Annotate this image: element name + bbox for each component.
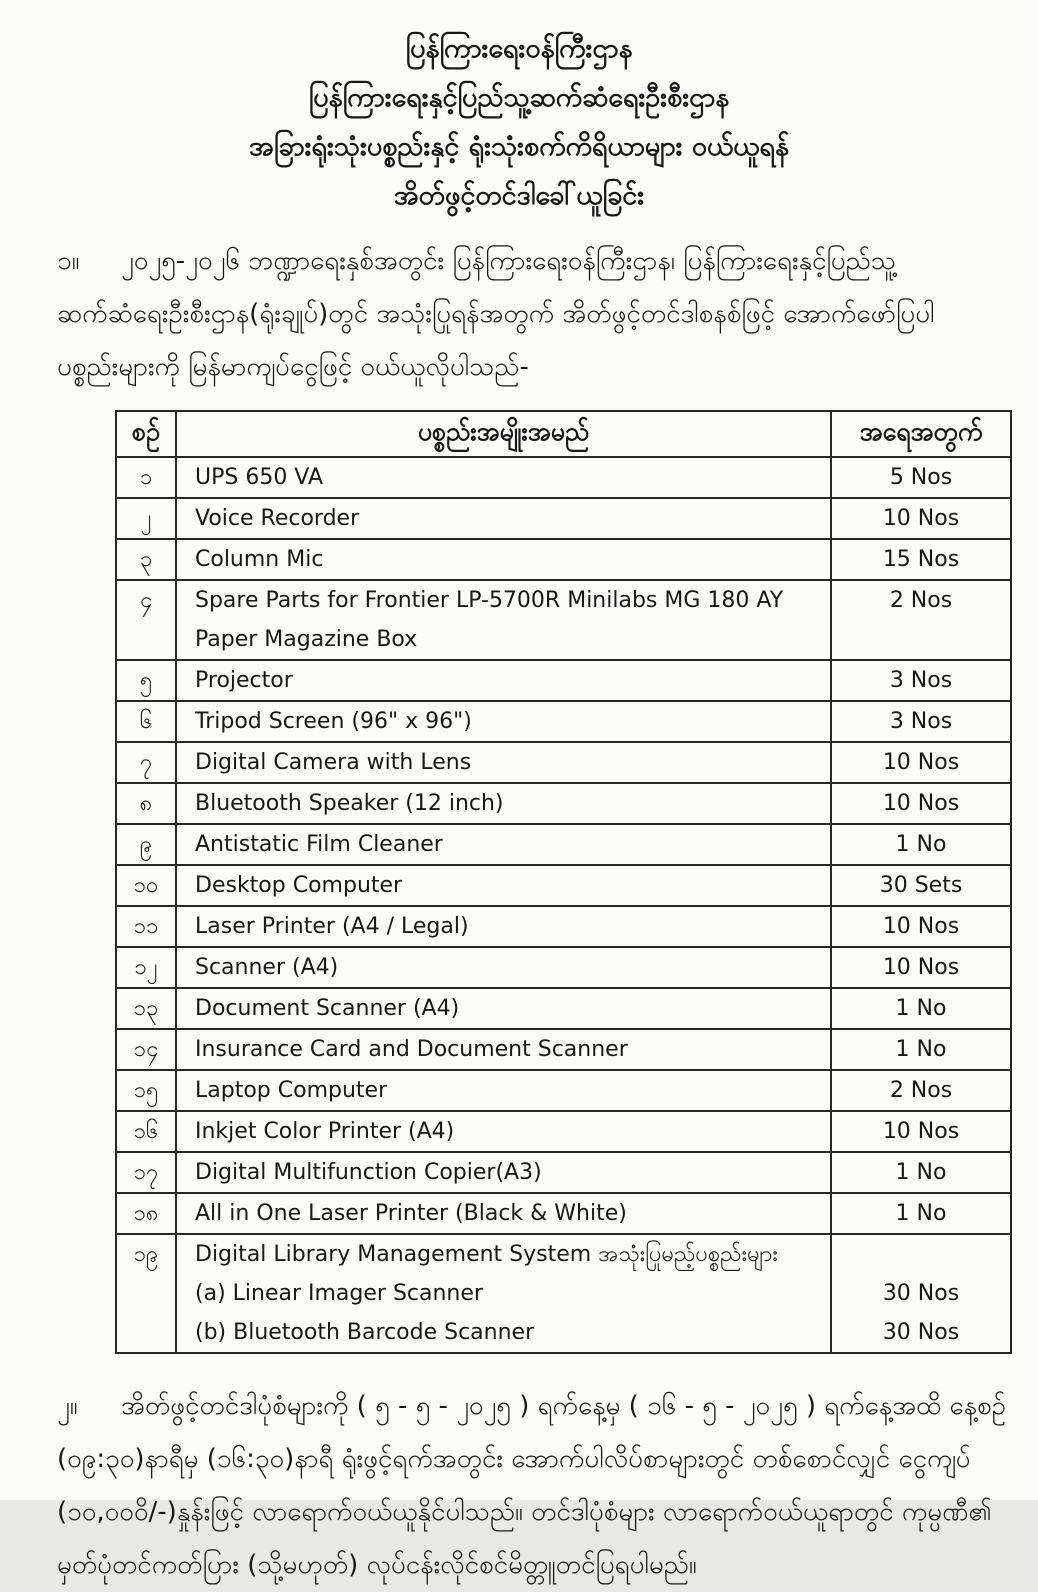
table-row <box>116 1111 1011 1152</box>
serial-number: ၃ <box>139 547 153 572</box>
serial-cell <box>116 580 176 660</box>
quantity-cell <box>831 1234 1011 1353</box>
table-row <box>116 701 1011 742</box>
table-row <box>116 660 1011 701</box>
item-name: Bluetooth Speaker (12 inch) <box>195 791 504 816</box>
serial-cell <box>116 824 176 865</box>
serial-cell <box>116 701 176 742</box>
table-row <box>116 580 1011 660</box>
title-line-department: ပြန်ကြားရေးနှင့်ပြည်သူ့ဆက်ဆံရေးဦးစီးဌာန <box>308 82 730 113</box>
quantity-value: 10 Nos <box>882 955 960 980</box>
item-name: Digital Camera with Lens <box>195 750 472 775</box>
serial-cell <box>116 742 176 783</box>
item-name: Paper Magazine Box <box>195 627 418 652</box>
header-cell-item: ပစ္စည်းအမျိုးအမည် <box>176 411 831 457</box>
serial-cell <box>116 1029 176 1070</box>
paragraph-2-line <box>57 1380 1008 1433</box>
quantity-cell <box>831 539 1011 580</box>
quantity-value: 15 Nos <box>882 547 960 572</box>
item-name: All in One Laser Printer (Black & White) <box>195 1201 627 1226</box>
table-row <box>116 539 1011 580</box>
item-name: Digital Library Management System အသုံးပြုမည့်ပစ္စည်းများ <box>195 1242 778 1267</box>
serial-cell <box>116 906 176 947</box>
serial-number: ၁၅ <box>133 1078 159 1103</box>
title-line-subject: အခြားရုံးသုံးပစ္စည်းနှင့် ရုံးသုံးစက်ကိရိယာများ ဝယ်ယူရန် <box>249 131 789 162</box>
quantity-value: 30 Sets <box>879 873 963 898</box>
paragraph-2-line <box>57 1433 1008 1486</box>
item-cell <box>176 783 831 824</box>
item-cell <box>176 1070 831 1111</box>
item-name: Inkjet Color Printer (A4) <box>195 1119 455 1144</box>
quantity-cell <box>831 824 1011 865</box>
table-row <box>116 947 1011 988</box>
item-cell <box>176 1193 831 1234</box>
serial-cell <box>116 1152 176 1193</box>
quantity-cell <box>831 906 1011 947</box>
serial-cell <box>116 1070 176 1111</box>
paragraph-2-line <box>57 1486 1008 1539</box>
serial-number: ၁၇ <box>133 1160 159 1185</box>
serial-number: ၁၉ <box>133 1242 159 1267</box>
item-name: Desktop Computer <box>195 873 403 898</box>
serial-cell <box>116 947 176 988</box>
quantity-cell <box>831 783 1011 824</box>
quantity-value: 2 Nos <box>889 1078 953 1103</box>
header-cell-quantity: အရေအတွက် <box>831 411 1011 457</box>
serial-number: ၁၁ <box>133 914 159 939</box>
serial-cell <box>116 1234 176 1353</box>
item-name: Scanner (A4) <box>195 955 339 980</box>
quantity-cell <box>831 988 1011 1029</box>
quantity-cell <box>831 865 1011 906</box>
title-line-tender: အိတ်ဖွင့်တင်ဒါခေါ်ယူခြင်း <box>393 180 645 211</box>
serial-cell <box>116 660 176 701</box>
serial-number: ၁၀ <box>133 873 159 898</box>
quantity-value: 10 Nos <box>882 914 960 939</box>
header-row <box>116 411 1011 457</box>
quantity-cell <box>831 1111 1011 1152</box>
quantity-value: 10 Nos <box>882 791 960 816</box>
paragraph-2-number: ၂။ <box>57 1391 78 1421</box>
serial-number: ၂ <box>140 506 152 531</box>
quantity-value: 1 No <box>895 1160 947 1185</box>
item-cell <box>176 824 831 865</box>
item-cell <box>176 660 831 701</box>
serial-cell <box>116 1111 176 1152</box>
quantity-value: 30 Nos <box>882 1281 960 1306</box>
table-row <box>116 783 1011 824</box>
item-cell <box>176 947 831 988</box>
item-name: Laptop Computer <box>195 1078 388 1103</box>
serial-cell <box>116 1193 176 1234</box>
item-name: Projector <box>195 668 293 693</box>
serial-cell <box>116 865 176 906</box>
quantity-cell <box>831 1152 1011 1193</box>
item-cell <box>176 1111 831 1152</box>
paragraph-1-text: ဆက်ဆံရေးဦးစီးဌာန(ရုံးချုပ်)တွင် အသုံးပြုရန်အတွက် အိတ်ဖွင့်တင်ဒါစနစ်ဖြင့် အောက်ဖော်ပြပါ <box>57 299 935 329</box>
serial-number: ၁၄ <box>133 1037 159 1062</box>
item-name: Document Scanner (A4) <box>195 996 460 1021</box>
quantity-value: 30 Nos <box>882 1320 960 1345</box>
quantity-cell <box>831 1070 1011 1111</box>
serial-number: ၁၆ <box>133 1119 159 1144</box>
quantity-cell <box>831 660 1011 701</box>
table-row <box>116 865 1011 906</box>
quantity-cell <box>831 701 1011 742</box>
table-row <box>116 1234 1011 1353</box>
quantity-cell <box>831 1029 1011 1070</box>
serial-number: ၁၈ <box>133 1201 159 1226</box>
item-name: Column Mic <box>195 547 324 572</box>
serial-number: ၇ <box>139 750 153 775</box>
quantity-value: 2 Nos <box>889 588 953 613</box>
items-table-body <box>116 457 1011 1353</box>
quantity-value: 5 Nos <box>889 465 953 490</box>
paragraph-2-line <box>57 1539 1008 1592</box>
serial-number: ၉ <box>139 832 153 857</box>
item-cell <box>176 580 831 660</box>
table-row <box>116 1152 1011 1193</box>
table-row <box>116 906 1011 947</box>
quantity-value: 1 No <box>895 996 947 1021</box>
title-line-ministry: ပြန်ကြားရေးဝန်ကြီးဌာန <box>405 33 633 64</box>
item-cell <box>176 701 831 742</box>
items-table-header <box>116 411 1011 457</box>
item-cell <box>176 865 831 906</box>
serial-number: ၈ <box>139 791 153 816</box>
paragraph-1 <box>57 235 1008 394</box>
quantity-cell <box>831 947 1011 988</box>
serial-cell <box>116 457 176 498</box>
document-title <box>57 24 981 220</box>
paragraph-2-text: (၁၀,၀၀၀ိ/-)နှုန်းဖြင့် လာရောက်ဝယ်ယူနိုင်ပါသည်။ တင်ဒါပုံစံများ လာရောက်ဝယ်ယူရာတွင် ကုမ္ပဏီ၏ <box>57 1497 992 1527</box>
serial-number: ၄ <box>139 588 153 613</box>
table-row <box>116 742 1011 783</box>
quantity-value <box>832 1235 1010 1274</box>
quantity-cell <box>831 457 1011 498</box>
quantity-value: 3 Nos <box>889 668 953 693</box>
paragraph-2-text: အိတ်ဖွင့်တင်ဒါပုံစံများကို ( ၅ - ၅ - ၂၀၂၅ ) ရက်နေ့မှ ( ၁၆ - ၅ - ၂၀၂၅ ) ရက်နေ့အထိ နေ့စဉ် <box>121 1391 1007 1421</box>
quantity-value: 1 No <box>895 1037 947 1062</box>
serial-number: ၁ <box>139 465 153 490</box>
item-name: (b) Bluetooth Barcode Scanner <box>195 1320 535 1345</box>
item-cell <box>176 457 831 498</box>
item-name: Digital Multifunction Copier(A3) <box>195 1160 542 1185</box>
paragraph-1-line <box>57 341 1008 394</box>
quantity-value: 10 Nos <box>882 506 960 531</box>
table-row <box>116 1070 1011 1111</box>
table-row <box>116 1029 1011 1070</box>
item-name: Spare Parts for Frontier LP-5700R Minilabs MG 180 AY <box>195 588 784 613</box>
serial-number: ၁၂ <box>134 955 158 980</box>
item-cell <box>176 539 831 580</box>
serial-cell <box>116 498 176 539</box>
quantity-cell <box>831 742 1011 783</box>
paragraph-1-text: ပစ္စည်းများကို မြန်မာကျပ်ငွေဖြင့် ဝယ်ယူလိုပါသည်- <box>57 352 529 382</box>
quantity-value: 3 Nos <box>889 709 953 734</box>
paragraph-1-number: ၁။ <box>57 246 80 276</box>
table-row <box>116 824 1011 865</box>
table-row <box>116 988 1011 1029</box>
serial-cell <box>116 988 176 1029</box>
serial-cell <box>116 783 176 824</box>
item-cell <box>176 1234 831 1353</box>
paragraph-2 <box>57 1380 1008 1592</box>
paragraph-1-text: ၂၀၂၅-၂၀၂၆ ဘဏ္ဍာရေးနှစ်အတွင်း ပြန်ကြားရေးဝန်ကြီးဌာန၊ ပြန်ကြားရေးနှင့်ပြည်သူ့ <box>121 246 896 276</box>
item-name: Insurance Card and Document Scanner <box>195 1037 628 1062</box>
item-cell <box>176 988 831 1029</box>
table-row <box>116 1193 1011 1234</box>
item-name: (a) Linear Imager Scanner <box>195 1281 483 1306</box>
quantity-value: 1 No <box>895 832 947 857</box>
quantity-value: 1 No <box>895 1201 947 1226</box>
quantity-cell <box>831 498 1011 539</box>
quantity-value: 10 Nos <box>882 1119 960 1144</box>
item-name: Antistatic Film Cleaner <box>195 832 443 857</box>
quantity-cell <box>831 1193 1011 1234</box>
item-name: UPS 650 VA <box>195 465 324 490</box>
item-cell <box>176 906 831 947</box>
paragraph-2-text: (၀၉:၃၀)နာရီမှ (၁၆:၃၀)နာရီ ရုံးဖွင့်ရက်အတွင်း အောက်ပါလိပ်စာများတွင် တစ်စောင်လျှင် ငွေကျပ် <box>57 1444 971 1474</box>
item-cell <box>176 1029 831 1070</box>
paragraph-2-text: မှတ်ပုံတင်ကတ်ပြား (သို့မဟုတ်) လုပ်ငန်းလိုင်စင်မိတ္တူတင်ပြရပါမည်။ <box>57 1550 697 1580</box>
quantity-cell <box>831 580 1011 660</box>
quantity-value: 10 Nos <box>882 750 960 775</box>
table-row <box>116 457 1011 498</box>
paragraph-1-line <box>57 288 1008 341</box>
header-cell-serial: စဉ် <box>116 411 176 457</box>
item-name: Laser Printer (A4 / Legal) <box>195 914 469 939</box>
serial-cell <box>116 539 176 580</box>
item-cell <box>176 742 831 783</box>
serial-number: ၆ <box>139 709 153 734</box>
item-cell <box>176 1152 831 1193</box>
item-cell <box>176 498 831 539</box>
serial-number: ၁၃ <box>133 996 159 1021</box>
table-row <box>116 498 1011 539</box>
paragraph-1-line <box>57 235 1008 288</box>
serial-number: ၅ <box>139 668 153 693</box>
item-name: Tripod Screen (96" x 96") <box>195 709 472 734</box>
item-name: Voice Recorder <box>195 506 360 531</box>
items-table <box>115 410 1012 1354</box>
